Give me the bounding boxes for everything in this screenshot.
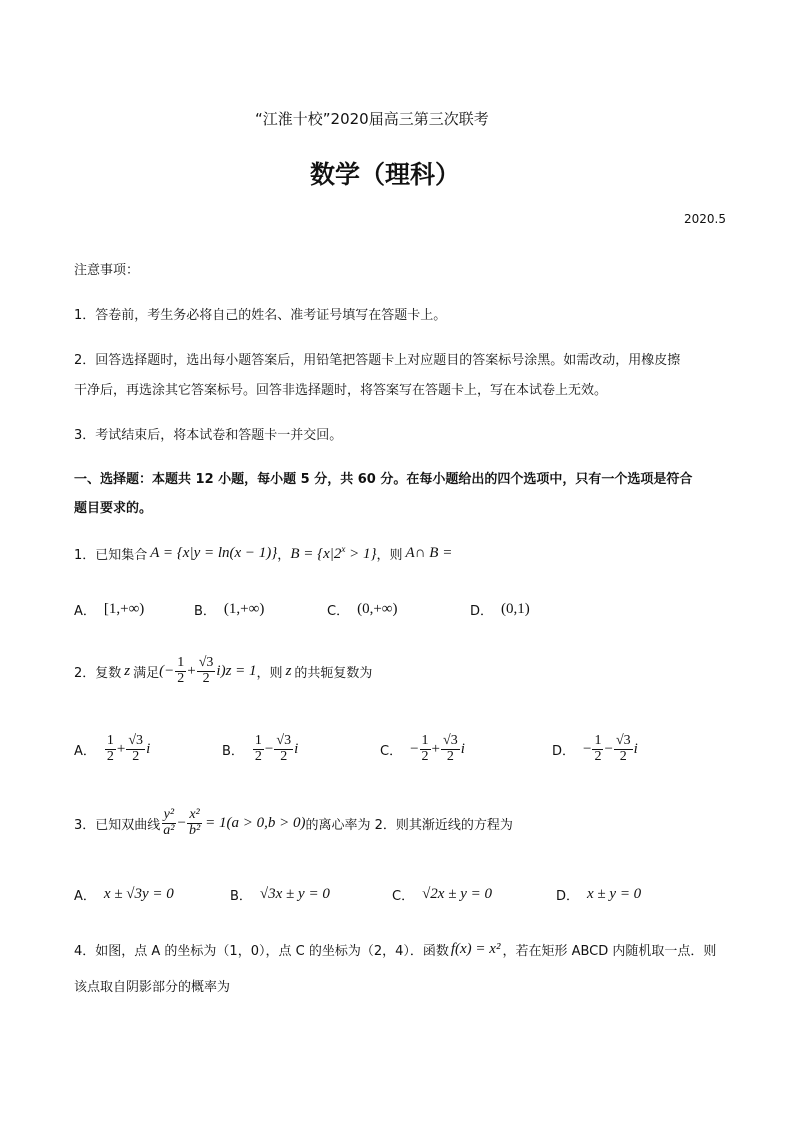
exam-date: 2020.5: [684, 212, 726, 226]
notice-item-1: 1．答卷前，考生务必将自己的姓名、准考证号填写在答题卡上。: [74, 308, 447, 323]
q1-ask-expr: A∩ B =: [405, 545, 453, 561]
q2-fraction-1: $\frac{1}{2}$: [177, 655, 185, 686]
q1-option-d: D． (0,1): [470, 601, 530, 619]
q3-fraction-y: $\frac{\text{y²}}{\text{a²}}$: [163, 807, 175, 838]
q2-option-a: A． $\frac{1}{2}$ + $\frac{√3}{2}$ i: [74, 733, 151, 764]
q3-fraction-x: $\frac{\text{x²}}{\text{b²}}$: [188, 807, 201, 838]
exam-title: 数学（理科）: [310, 160, 461, 189]
q1-set-b: $B = \{x|2^x > 1\}$: [290, 544, 377, 562]
notice-heading: 注意事项：: [74, 263, 140, 278]
q3-option-d: D． x ± y = 0: [556, 886, 642, 904]
question-1: [74, 544, 452, 563]
exam-subtitle: “江淮十校”2020届高三第三次联考: [255, 110, 489, 128]
q1-option-a: A． [1,+∞): [74, 601, 145, 619]
notice-item-2-line-1: 2．回答选择题时，选出每小题答案后，用铅笔把答题卡上对应题目的答案标号涂黑。如需改动，用橡皮擦: [74, 353, 681, 368]
section-heading-line-1: 一、选择题：本题共 12 小题，每小题 5 分，共 60 分。在每小题给出的四个选项中，只有一个选项是符合: [74, 472, 693, 487]
question-4-line-2: 该点取自阴影部分的概率为: [74, 980, 231, 995]
question-3: 3．已知双曲线 $\frac{\text{y²}}{\text{a²}}$ − $\frac{\text{x²}}{\text{b²}}$ = 1(a > 0,b > 0) 的离心率为 2．则其渐近线的方程为: [74, 807, 513, 838]
q2-fraction-2: $\frac{√3}{2}$: [198, 655, 214, 686]
q1-ask: ，则: [376, 548, 403, 563]
q2-option-d: D． − $\frac{1}{2}$ − $\frac{√3}{2}$ i: [552, 733, 638, 764]
q1-option-c: C． (0,+∞): [327, 601, 398, 619]
q1-option-b: B． (1,+∞): [194, 601, 265, 619]
q2-option-c: C． − $\frac{1}{2}$ + $\frac{√3}{2}$ i: [380, 733, 465, 764]
q3-option-c: C． √2x ± y = 0: [392, 886, 492, 904]
q2-option-b: B． $\frac{1}{2}$ − $\frac{√3}{2}$ i: [222, 733, 299, 764]
section-heading-line-2: 题目要求的。: [74, 501, 153, 516]
notice-item-2-line-2: 干净后，再选涂其它答案标号。回答非选择题时，将答案写在答题卡上，写在本试卷上无效。: [74, 383, 608, 398]
q3-option-a: A． x ± √3y = 0: [74, 886, 174, 904]
q1-prefix: 1．已知集合: [74, 548, 148, 563]
notice-item-3: 3．考试结束后，将本试卷和答题卡一并交回。: [74, 428, 343, 443]
q1-set-a: A = {x|y = ln(x − 1)}: [150, 545, 278, 561]
q1-separator: ，: [277, 548, 291, 563]
question-4-line-1: 4．如图，点 A 的坐标为（1，0），点 C 的坐标为（2，4）．函数 f(x) = x² ，若在矩形 ABCD 内随机取一点．则: [74, 941, 717, 959]
question-2: 2．复数 z 满足 (− $\frac{1}{2}$ + $\frac{√3}{2}$ i)z = 1 ，则 z 的共轭复数为: [74, 655, 373, 686]
q3-option-b: B． √3x ± y = 0: [230, 886, 330, 904]
